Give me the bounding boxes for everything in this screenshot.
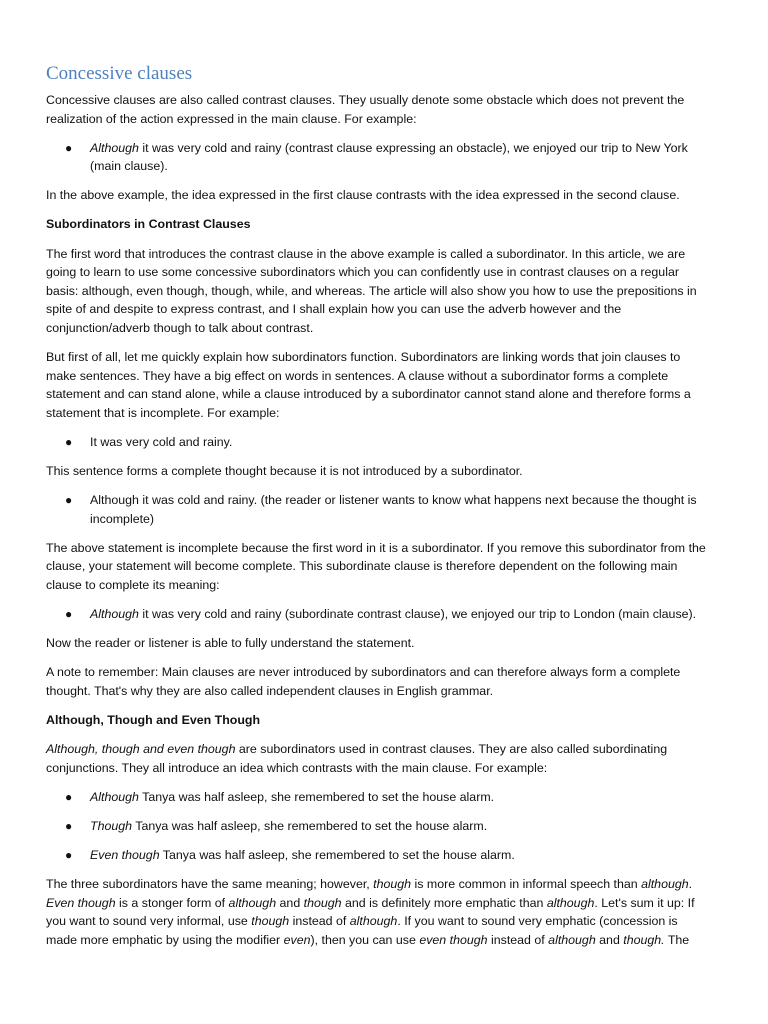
example-list-3 — [46, 491, 710, 528]
example-list-2 — [46, 433, 710, 452]
bullet-icon: ● — [65, 607, 73, 622]
paragraph-subordinators: The first word that introduces the contrast clause in the above example is called a subordinator. In this article, we are going to learn to use some concessive subordinators which you can confidently use in contrast clauses on a regular basis: although, even though, though, while, and whereas. The article will also show you how to use the prepositions in spite of and despite to express contrast, and I shall explain how you can use the adverb however and the conjunction/adverb though to talk about contrast. — [46, 246, 697, 335]
page-title: Concessive clauses — [46, 63, 193, 84]
list-item: ● Although it was very cold and rainy (subordinate contrast clause), we enjoyed our trip to London (main clause). — [46, 605, 710, 624]
bullet-icon: ● — [65, 818, 73, 833]
bullet-icon: ● — [65, 140, 73, 155]
paragraph-intro: Concessive clauses are also called contrast clauses. They usually denote some obstacle which does not prevent the realization of the action expressed in the main clause. For example: — [46, 93, 685, 126]
list-item: ● Even though Tanya was half asleep, she remembered to set the house alarm. — [46, 846, 710, 865]
example-list-1 — [46, 139, 710, 176]
paragraph-contrast: In the above example, the idea expressed in the first clause contrasts with the idea expressed in the second clause. — [46, 188, 680, 203]
paragraph-summary: The three subordinators have the same meaning; however, though is more common in informal speech than although. Even though is a stonger form of although and though and is definitely more emphatic than although. Let's sum it up: If you want to sound very informal, use though instead of although. If you want to sound very emphatic (concession is made more emphatic by using the modifier even), then you can use even though instead of although and though. The — [46, 877, 695, 947]
paragraph-subordinating-conjunctions: Although, though and even though are subordinators used in contrast clauses. They are also called subordinating conjunctions. They all introduce an idea which contrasts with the main clause. For example: — [46, 742, 668, 775]
example-list-4 — [46, 605, 710, 624]
list-item: ● Though Tanya was half asleep, she remembered to set the house alarm. — [46, 817, 710, 836]
section-heading-subordinators: Subordinators in Contrast Clauses — [46, 217, 251, 232]
list-item: ● Although it was cold and rainy. (the reader or listener wants to know what happens next because the thought is incomplete) — [65, 493, 697, 526]
bullet-icon: ● — [65, 847, 73, 862]
paragraph-complete-thought: This sentence forms a complete thought because it is not introduced by a subordinator. — [46, 464, 523, 478]
list-item: ● Although Tanya was half asleep, she remembered to set the house alarm. — [46, 788, 710, 807]
bullet-icon: ● — [65, 434, 73, 449]
section-heading-although: Although, Though and Even Though — [46, 712, 261, 727]
paragraph-function: But first of all, let me quickly explain how subordinators function. Subordinators are linking words that join clauses to make sentences. They have a big effect on words in sentences. A clause without a subordinator forms a complete statement and can stand alone, while a clause introduced by a subordinator cannot stand alone and therefore forms a statement that is incomplete. For example: — [46, 350, 691, 420]
example-list-5 — [46, 788, 710, 865]
paragraph-incomplete: The above statement is incomplete because the first word in it is a subordinator. If you remove this subordinator from the clause, your statement will become complete. This subordinate clause is therefore dependent on the following main clause to complete its meaning: — [46, 540, 706, 592]
list-item: ● It was very cold and rainy. — [46, 433, 710, 452]
bullet-icon: ● — [65, 789, 73, 804]
bullet-icon: ● — [65, 493, 73, 508]
paragraph-understand: Now the reader or listener is able to fully understand the statement. — [46, 636, 415, 651]
paragraph-note: A note to remember: Main clauses are never introduced by subordinators and can therefore always form a complete thought. That's why they are also called independent clauses in English grammar. — [46, 665, 681, 698]
list-item: ● Although it was very cold and rainy (contrast clause expressing an obstacle), we enjoyed our trip to New York (main clause). — [65, 140, 688, 174]
